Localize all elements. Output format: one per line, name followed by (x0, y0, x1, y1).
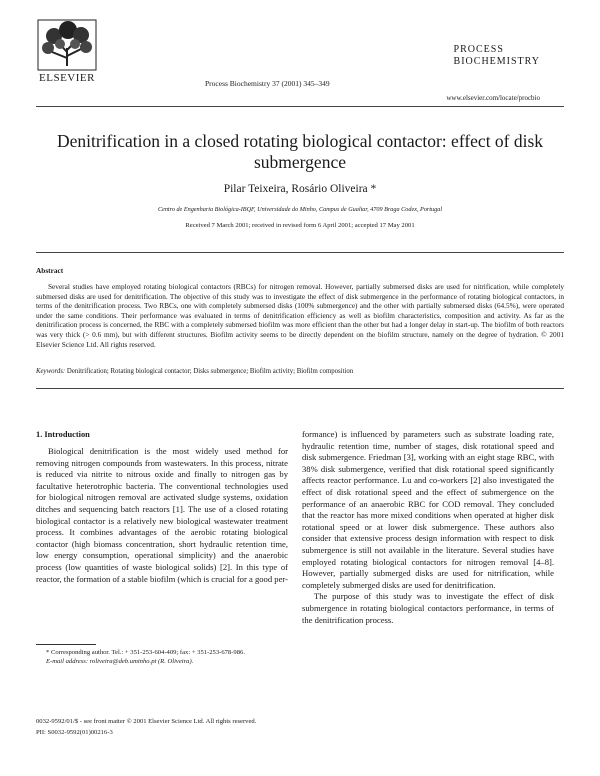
article-authors: Pilar Teixeira, Rosário Oliveira * (223, 183, 377, 195)
keywords-list: Denitrification; Rotating biological contactor; Disks submergence; Biofilm activity; Biofilm composition (66, 368, 354, 375)
corresponding-author-note: * Corresponding author. Tel.: + 351-253-604-409; fax: + 351-253-678-986. (46, 649, 245, 656)
footnotes (36, 648, 288, 666)
left-column (36, 446, 288, 585)
abstract-text: Several studies have employed rotating biological contactors (RBCs) for nitrogen removal. However, partially submersed disks are used for nitrification, while completely submersed disks are used for denitrification. The objective of this study was to investigate the effect of disk submergence in the performance of rotating biological contactors, in terms of the denitrification process. Two RBCs, one with completely submersed disks (100% submergence) and the other with partially submersed disks (64.5%), were operated under the same conditions. Their performance was evaluated in terms of denitrification efficiency as well as biofilm characteristics, composition and activity. As far as the denitrification process is concerned, the RBC with a completely submersed biofilm was more efficient than the other but had a longer delay in start-up. The biofilm of both reactors was very thick (> 0.6 mm), but with different structures. Biofilm activity seems to be directly dependent on the biofilm structure, namely on the degree of hydration. © 2001 Elsevier Science Ltd. All rights reserved. (36, 282, 564, 349)
journal-citation: Process Biochemistry 37 (2001) 345–349 (205, 79, 330, 88)
abstract-heading: Abstract (36, 266, 64, 275)
header-rule (36, 106, 564, 107)
footnote-rule (36, 644, 96, 645)
email-note: E-mail address: roliveira@deb.uminho.pt (R. Oliveira). (46, 658, 194, 665)
journal-name-line2: BIOCHEMISTRY (453, 56, 540, 67)
journal-name-line1: PROCESS (453, 44, 504, 55)
intro-paragraph-2: The purpose of this study was to investigate the effect of disk submergence in rotating biological contactors performance, in terms of the denitrification process. (302, 591, 554, 625)
article-title: Denitrification in a closed rotating biological contactor: effect of disk submergence (56, 131, 544, 172)
journal-name (454, 44, 540, 68)
keywords (36, 368, 564, 375)
elsevier-logo (34, 18, 100, 86)
abstract-top-rule (36, 252, 564, 253)
right-column (302, 429, 554, 626)
abstract-bottom-rule (36, 388, 564, 389)
bottom-info (36, 716, 256, 738)
section-heading-introduction: 1. Introduction (36, 430, 90, 439)
issn-line: 0032-9592/01/$ - see front matter © 2001 Elsevier Science Ltd. All rights reserved. (36, 718, 257, 725)
journal-url[interactable]: www.elsevier.com/locate/procbio (446, 94, 540, 102)
article-dates: Received 7 March 2001; received in revised form 6 April 2001; accepted 17 May 2001 (185, 222, 415, 229)
intro-paragraph-1-continued: formance) is influenced by parameters such as substrate loading rate, hydraulic retention time, number of stages, disk rotational speed and disk submergence. Friedman [3], working with an eight stage RBC, with 38% disk submergence, verified that disk rotational speed significantly affects reactor performance. Lu and co-workers [2] also investigated the effect of disk rotational speed and the effect of submergence on the performance of an anaerobic RBC for COD removal. They concluded that the reactor has more mixed conditions when operated at higher disk rotational speed or at lower disk submergence. These authors also consider that extensive process design information with respect to disk submergence is still not available in the literature. Several studies have employed rotating biological contactors for nitrogen removal [4–8]. However, partially submerged disks are used for nitrification, while completely submerged disks are used for denitrification. (302, 429, 554, 590)
author-affiliation: Centro de Engenharia Biológica-IBQF, Universidade do Minho, Campus de Gualtar, 4709 Braga Codex, Portugal (157, 206, 443, 213)
keywords-label: Keywords: (36, 368, 66, 375)
pii-line: PII: S0032-9592(01)00216-3 (36, 729, 113, 736)
publisher-name: ELSEVIER (39, 72, 95, 84)
intro-paragraph-1: Biological denitrification is the most widely used method for removing nitrogen compounds from wastewaters. In this process, nitrate is reduced via nitrite to nitrous oxide and finally to nitrogen gas by facultative heterotrophic bacteria. The conventional technologies used for biological nitrogen removal are activated sludge systems, oxidation ditches and sequencing batch reactors [1]. The use of a closed rotating biological contactor is a relatively new biological wastewater treatment process. It combines advantages of the aerobic rotating biological contactor (high biomass concentration, short hydraulic retention time, low energy consumption, operational simplicity) and the anaerobic process (low quantities of waste biological solids) [2]. In this type of reactor, the formation of a stable biofilm (which is crucial for a good per- (36, 446, 288, 584)
